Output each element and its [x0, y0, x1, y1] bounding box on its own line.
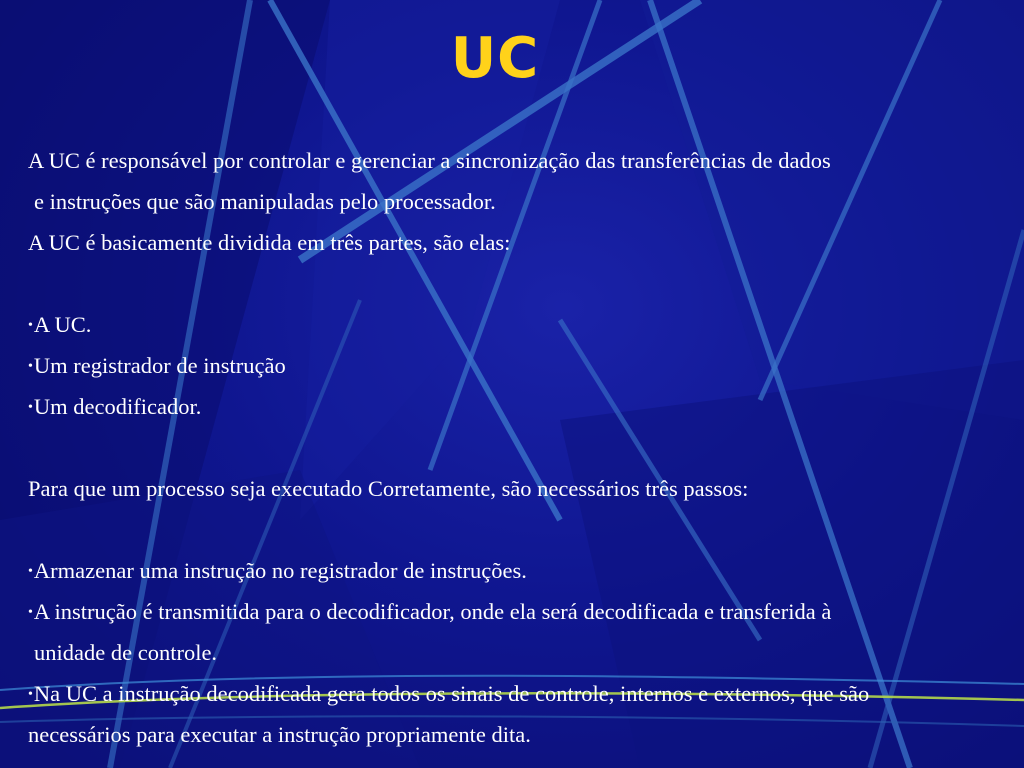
- bullet-item: [28, 306, 1024, 347]
- body-text-line: [28, 224, 1024, 265]
- bullet-item: [28, 675, 1024, 716]
- slide-body: [28, 142, 1024, 757]
- body-text-line: [28, 183, 1024, 224]
- line-text: e instruções que são manipuladas pelo processador.: [34, 189, 496, 214]
- line-text: unidade de controle.: [34, 640, 218, 665]
- bullet-marker: •: [28, 359, 33, 374]
- line-text: Um registrador de instrução: [33, 353, 286, 378]
- bullet-marker: •: [28, 605, 33, 620]
- bullet-item: [28, 347, 1024, 388]
- line-text: Na UC a instrução decodificada gera todos os sinais de controle, internos e externos, que são: [33, 681, 870, 706]
- body-text-line: [28, 716, 1024, 757]
- line-text: A UC é basicamente dividida em três partes, são elas:: [28, 230, 511, 255]
- body-text-line: [28, 470, 1024, 511]
- line-text: A UC.: [33, 312, 92, 337]
- blank-line: [28, 511, 1024, 552]
- line-text: necessários para executar a instrução propriamente dita.: [28, 722, 531, 747]
- line-text: Um decodificador.: [33, 394, 202, 419]
- bullet-marker: •: [28, 564, 33, 579]
- blank-line: [28, 265, 1024, 306]
- line-text: Para que um processo seja executado Corretamente, são necessários três passos:: [28, 476, 749, 501]
- body-text-line: [28, 142, 1024, 183]
- blank-line: [28, 429, 1024, 470]
- slide-title: UC: [450, 26, 540, 91]
- line-text: A UC é responsável por controlar e gerenciar a sincronização das transferências de dados: [28, 148, 831, 173]
- bullet-item: [28, 552, 1024, 593]
- line-text: Armazenar uma instrução no registrador de instruções.: [33, 558, 527, 583]
- bullet-marker: •: [28, 318, 33, 333]
- bullet-item: [28, 388, 1024, 429]
- bullet-item: [28, 593, 1024, 634]
- body-text-line: [28, 634, 1024, 675]
- line-text: A instrução é transmitida para o decodificador, onde ela será decodificada e transferida à: [33, 599, 832, 624]
- bullet-marker: •: [28, 400, 33, 415]
- bullet-marker: •: [28, 687, 33, 702]
